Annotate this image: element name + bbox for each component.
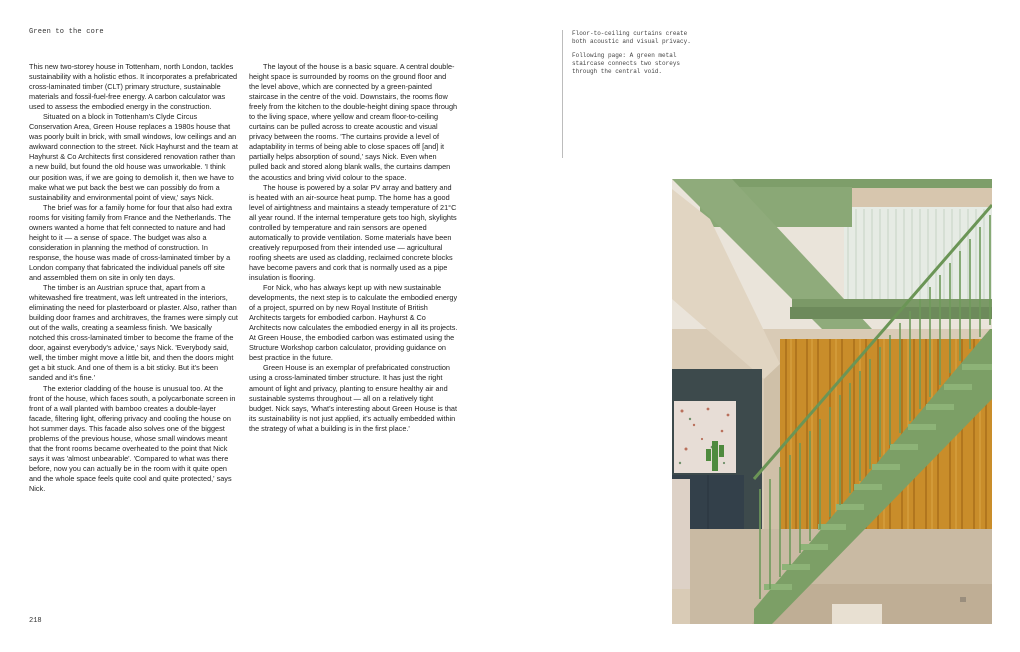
page-number: 218 bbox=[29, 617, 42, 625]
article-column-2 bbox=[249, 62, 458, 434]
caption-line: Following page: A green metal staircase connects two storeys through the central void. bbox=[572, 52, 681, 76]
paragraph: The brief was for a family home for four that also had extra rooms for visiting family from France and the Netherlands. The owners wanted a home that felt connected to nature and had height to it — a sense of space. The budget was also a consideration in planning the method of construction. In response, the house was made of cross-laminated timber by a London company that fabricated the individual panels off site and assembled them on site in only ten days. bbox=[29, 202, 232, 282]
running-head: Green to the core bbox=[29, 28, 104, 36]
caption-rule bbox=[562, 30, 563, 158]
article-column-1 bbox=[29, 62, 238, 494]
paragraph: Green House is an exemplar of prefabricated construction using a cross-laminated timber structure. It has just the right amount of light and privacy, planting to ensure healthy air and sustainable systems throughout — all on a relatively tight budget. Nick says, 'What's interesting about Green House is that its sustainability is not just applied, it's actually embedded within the strategy of what a building is in the first place.' bbox=[249, 363, 458, 433]
paragraph: For Nick, who has always kept up with new sustainable developments, the next step is to calculate the embodied energy of a project, spurred on by new Royal Institute of British Architects targets for embodied carbon. Hayhurst & Co Architects now calculates the embodied energy in all its projects. At Green House, the embodied carbon was estimated using the Structure Workshop carbon calculator, providing guidance on best practice in the future. bbox=[249, 283, 458, 363]
paragraph: The house is powered by a solar PV array and battery and is heated with an air-source heat pump. The home has a good level of airtightness and maintains a steady temperature of 21°C all year round. If the internal temperature gets too high, skylights controlled by temperature and rain sensors are opened automatically to provide ventilation. Some materials have been creatively repurposed from their intended use — agricultural roofing sheets are used as cladding, reclaimed concrete blocks have become pavers and cork that is normally used as a pipe insulation is flooring. bbox=[249, 182, 457, 282]
photo-caption bbox=[572, 30, 692, 82]
paragraph: The exterior cladding of the house is unusual too. At the front of the house, which faces south, a polycarbonate screen in front of a wall planted with bamboo creates a double-layer facade, filtering light, offering privacy and cooling the house on hot summer days. This facade also solves one of the biggest problems of the previous house, whose small windows meant that the front rooms became overheated to the point that Nick says it was 'almost unbearable'. 'Compared to what was there before, now you can actually be in the room with it quite open and the whole space feels quite cool and quite protected,' says Nick. bbox=[29, 383, 236, 493]
paragraph: The layout of the house is a basic square. A central double-height space is surrounded by rooms on the ground floor and the level above, which are connected by a green-painted staircase in the centre of the void. Downstairs, the rooms flow freely from the kitchen to the double-height dining space through to the living space, where yellow and cream floor-to-ceiling curtains can be pulled across to create acoustic and visual privacy between the rooms. 'The curtains provide a level of adaptability in terms of being able to close spaces off [and] it partially helps absorption of sound,' says Nick. Even when pulled back and stored along blank walls, the curtains dampen the acoustics and bring vivid colour to the space. bbox=[249, 62, 458, 182]
paragraph: The timber is an Austrian spruce that, apart from a whitewashed fire treatment, was left untreated in the interiors, eliminating the need for plasterboard or plaster. Also, rather than building door frames and architraves, the frames were simply cut out of the walls, creating a seamless finish. 'We basically notched this cross-laminated timber to become the frame of the door, against everybody's advice,' says Nick. 'Everybody said, well, the timber might move a little bit, and then the doors might get a bit stuck. And one of them is a bit sticky. But it's been sanded and it's fine.' bbox=[29, 283, 238, 383]
paragraph: Situated on a block in Tottenham's Clyde Circus Conservation Area, Green House replaces a 1980s house that was poorly built in brick, with small windows, low ceilings and an awkward connection to the street. Nick Hayhurst and the team at Hayhurst & Co Architects first considered renovation rather than a new build, but found the old house was unworkable. 'I think our position was, if we are going to demolish it, then we have to make what we put back the best we can possibly do from a sustainability and environmental point of view,' says Nick. bbox=[29, 112, 238, 202]
photo-illustration bbox=[672, 179, 992, 624]
paragraph: This new two-storey house in Tottenham, north London, tackles sustainability with a holistic ethos. It incorporates a prefabricated cross-laminated timber (CLT) primary structure, sustainable materials and fossil-fuel-free energy. A carbon calculator was used to assess the embodied energy in the construction. bbox=[29, 62, 238, 112]
staircase-photo bbox=[672, 179, 992, 624]
caption-line: Floor-to-ceiling curtains create both acoustic and visual privacy. bbox=[572, 30, 691, 46]
